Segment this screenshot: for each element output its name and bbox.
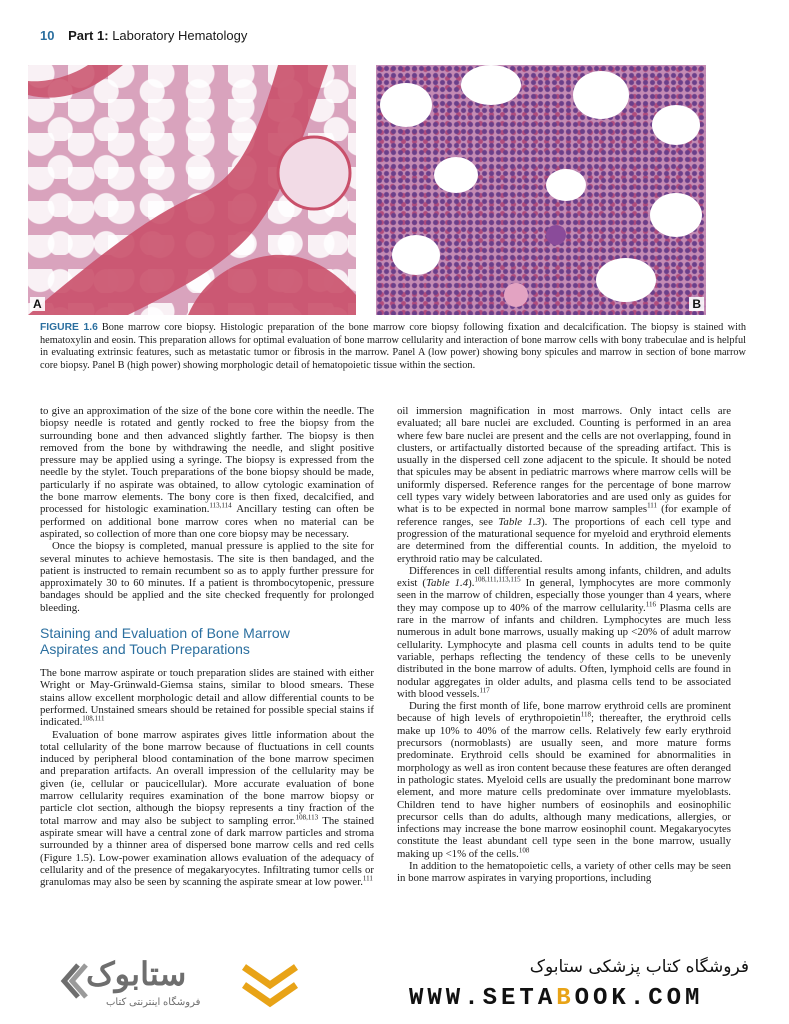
figure-panel-a bbox=[28, 65, 356, 315]
panel-a-micrograph bbox=[28, 65, 356, 315]
figure-panel-b bbox=[376, 65, 706, 315]
paragraph: The bone marrow aspirate or touch preparation slides are stained with either Wright or May-Grünwald-Giemsa stains, similar to blood smears. These stains allow excellent morphologic detail and allow differential counts to be performed. Unstained smears should be retained for possible special stains if indicated.$^{108,111}$ bbox=[40, 667, 374, 729]
left-column bbox=[40, 405, 374, 888]
page-number: 10 bbox=[40, 28, 55, 43]
store-url[interactable]: WWW.SETABOOK.COM bbox=[409, 985, 704, 1012]
panel-a-label: A bbox=[30, 297, 45, 311]
running-header bbox=[40, 28, 247, 48]
section-heading: Staining and Evaluation of Bone Marrow Aspirates and Touch Preparations bbox=[40, 625, 290, 658]
logo-arrows-icon bbox=[58, 961, 88, 1001]
paragraph: During the first month of life, bone marrow erythroid cells are prominent because of high levels of erythropoietin$^{118}$; thereafter, the erythroid cells make up 10% to 40% of the marrow cells. Relatively few early erythroid precursors (normoblasts) are usually seen, and more mature forms predominate. Erythroid cells should be examined for abnormalities in morphology as well as iron content because these features are often deranged in pathologic states. Myeloid cells are usually the predominant bone marrow element, and more mature cells predominate over immature myeloblasts. Children tend to have higher numbers of eosinophils and eosinophilic precursor cells than do adults, although many medications, allergies, or infections may increase the bone marrow eosinophil count. Megakaryocytes constitute the least abundant cell type seen in the bone marrow, usually making up <1% of the cells.$^{108}$ bbox=[397, 700, 732, 860]
store-logo[interactable] bbox=[58, 955, 228, 1015]
panel-b-label: B bbox=[689, 297, 704, 311]
publisher-footer bbox=[0, 943, 789, 1024]
paragraph: Evaluation of bone marrow aspirates gives little information about the total cellularity of the bone marrow because of fluctuations in cell counts induced by peripheral blood contamination of the bone marrow specimen and preparation artifacts. An overall impression of the cellularity may be given (ie, cellular or paucicellular). More accurate evaluation of bone marrow cellularity requires examination of the bone marrow biopsy or particle clot section, although the biopsy represents a tiny fraction of the total marrow and may also be subject to sampling error.$^{108,113}$ The stained aspirate smear will have a central zone of dark marrow particles and stroma surrounded by a thinner area of dispersed bone marrow cells and red cells (Figure 1.5). Low-power examination allows evaluation of the adequacy of cellularity and of the presence of megakaryocytes. Infiltrating tumor cells or granulomas may also be seen by scanning the aspirate smear at low power.$^{111}$ bbox=[40, 728, 375, 889]
part-label: Part 1: bbox=[68, 28, 109, 43]
logo-subtitle: فروشگاه اینترنتی کتاب bbox=[106, 997, 201, 1008]
paragraph: In addition to the hematopoietic cells, a variety of other cells may be seen in bone marrow aspirates in varying proportions, including bbox=[397, 859, 731, 885]
panel-b-micrograph bbox=[376, 65, 706, 315]
store-name: فروشگاه کتاب پزشکی ستابوک bbox=[529, 957, 749, 977]
right-column bbox=[397, 405, 731, 885]
part-title: Laboratory Hematology bbox=[112, 28, 248, 43]
figure-label: FIGURE 1.6 bbox=[40, 322, 98, 333]
paragraph: Once the biopsy is completed, manual pressure is applied to the site for several minutes to achieve hemostasis. The site is then bandaged, and the patient is instructed to remain recumbent so as to apply further pressure for approximately 30 to 60 minutes. If a patient is thrombocytopenic, pressure bandages should be applied and the site checked frequently for prolonged bleeding. bbox=[40, 540, 374, 614]
paragraph: oil immersion magnification in most marrows. Only intact cells are evaluated; all bare nuclei are excluded. Counting is performed in an area where few bare nuclei are present and the cells are not overlapping, found in clusters, or artifactually distorted because of the spreading artifact. This is usually in the dispersed cell zone adjacent to the spicule. It should be noted that spicules may be absent in pediatric marrows where marrow cells will be uniformly dispersed. Reference ranges for the percentage of bone marrow cell types vary widely between laboratories and are used only as guides for what is to be expected in normal bone marrow samples$^{111}$ (for example of reference ranges, see Table 1.3). The proportions of each cell type and progression of the maturational sequence for myeloid and erythroid elements are determined from the differential counts. In addition, the myeloid to erythroid ratio may be calculated. bbox=[397, 405, 731, 565]
figure-caption bbox=[40, 322, 746, 372]
chevron-logo-icon bbox=[240, 963, 300, 1013]
paragraph: to give an approximation of the size of the bone core within the needle. The biopsy needle is rotated and gently rocked to free the biopsy from the surrounding bone and then advanced slightly farther. The biopsy is then removed from the bone by withdrawing the needle, and slight positive pressure may be applied using a syringe. The biopsy is expressed from the needle by the stylet. Touch preparations of the bone biopsy should be made, particularly if no aspirate was obtained, to allow cytologic examination of the bone marrow elements. The bony core is then fixed, decalcified, and processed for histologic examination.$^{113,114}$ Ancillary testing can often be performed on additional bone marrow cores when no material can be aspirated, so collection of more than one core biopsy may be necessary. bbox=[40, 405, 374, 540]
figure-caption-text: Bone marrow core biopsy. Histologic preparation of the bone marrow core biopsy following fixation and decalcification. The biopsy is stained with hematoxylin and eosin. This preparation allows for optimal evaluation of bone marrow cellularity and interaction of bone marrow cells with bony trabeculae and is helpful in evaluating extrinsic features, such as metastatic tumor or fibrosis in the marrow. Panel A (low power) showing bony spicules and marrow in section of bone marrow core biopsy. Panel B (high power) showing morphologic detail of hematopoietic tissue within the section. bbox=[40, 322, 746, 371]
logo-text: ستابوک bbox=[86, 956, 187, 992]
paragraph: Differences in cell differential results among infants, children, and adults exist (Table 1.4).$^{108,111,113,115}$ In general, lymphocytes are more commonly seen in the marrow of children, especially those younger than 4 years, where they may compose up to 40% of the marrow cellularity.$^{116}$ Plasma cells are rare in the marrow of infants and children. Lymphocytes are much less numerous in adult bone marrows, usually making up <20% of adult marrow cellularity. Lymphocyte and plasma cell counts in adults tend to be quite variable, perhaps reflecting the tendency of these cells to be unevenly distributed in the bone marrow of adults. Often, lymphoid cells are found in nodular aggregates in older adults, and plasma cells tend to be associated with blood vessels.$^{117}$ bbox=[397, 564, 731, 700]
